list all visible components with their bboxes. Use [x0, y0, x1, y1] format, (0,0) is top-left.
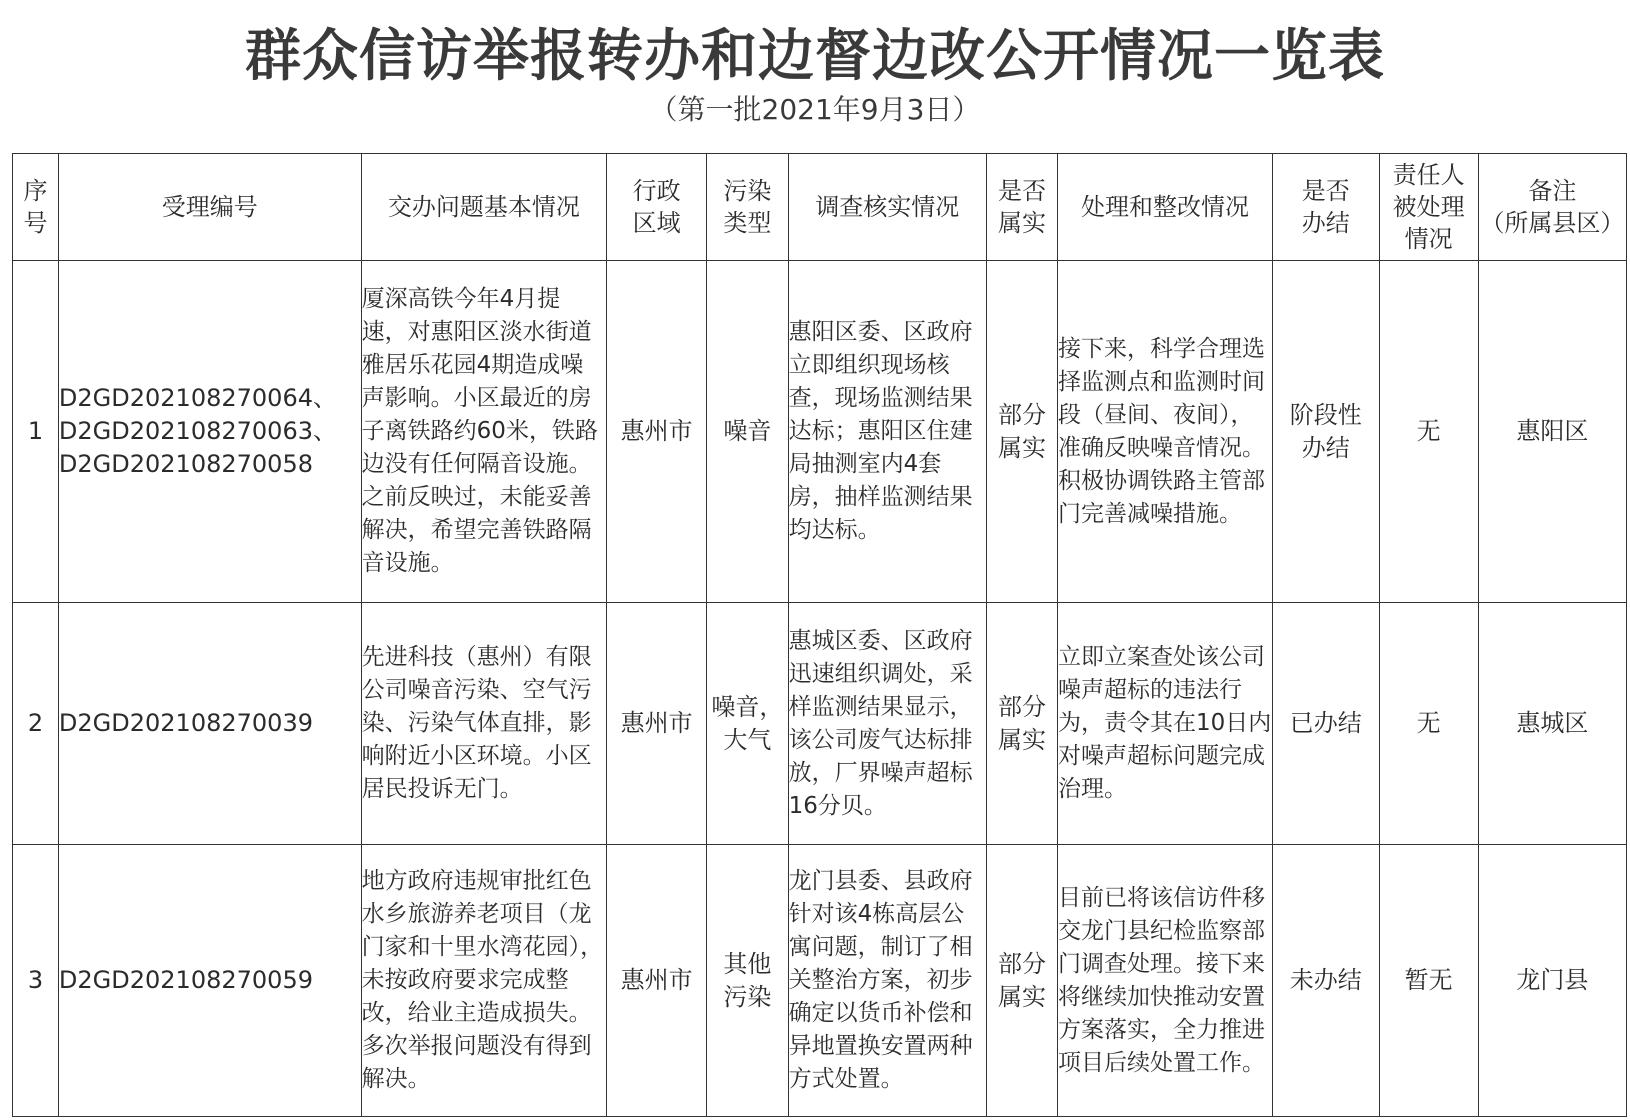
table-row: [13, 845, 1627, 1117]
cell-region: 惠州市: [607, 845, 707, 1117]
cell-problem: 先进科技（惠州）有限公司噪音污染、空气污染、污染气体直排，影响附近小区环境。小区居民投诉无门。: [361, 603, 606, 845]
cell-verified: 部分 属实: [986, 845, 1057, 1117]
header-accountability: 责任人 被处理 情况: [1379, 154, 1478, 261]
cell-note: 惠城区: [1478, 603, 1626, 845]
cell-verified: 部分 属实: [986, 261, 1057, 603]
header-region: 行政 区域: [607, 154, 707, 261]
table-row: [13, 603, 1627, 845]
header-case-number: 受理编号: [58, 154, 361, 261]
cell-handling: 立即立案查处该公司噪声超标的违法行为，责令其在10日内对噪声超标问题完成治理。: [1057, 603, 1272, 845]
cell-accountability: 暂无: [1379, 845, 1478, 1117]
cell-region: 惠州市: [607, 261, 707, 603]
cell-investigation: 惠阳区委、区政府立即组织现场核查，现场监测结果达标；惠阳区住建局抽测室内4套房，抽样监测结果均达标。: [788, 261, 986, 603]
complaint-table: [12, 153, 1627, 1117]
cell-handling: 接下来，科学合理选择监测点和监测时间段（昼间、夜间），准确反映噪音情况。积极协调铁路主管部门完善减噪措施。: [1057, 261, 1272, 603]
header-note: 备注 （所属县区）: [1478, 154, 1626, 261]
table-header-row: [13, 154, 1627, 261]
cell-case-number: D2GD202108270059: [58, 845, 361, 1117]
document-subtitle: （第一批2021年9月3日）: [649, 93, 981, 126]
cell-region: 惠州市: [607, 603, 707, 845]
header-handling: 处理和整改情况: [1057, 154, 1272, 261]
cell-index: 1: [13, 261, 59, 603]
cell-completed: 已办结: [1273, 603, 1379, 845]
cell-index: 3: [13, 845, 59, 1117]
cell-accountability: 无: [1379, 261, 1478, 603]
cell-investigation: 龙门县委、县政府针对该4栋高层公寓问题，制订了相关整治方案，初步确定以货币补偿和异地置换安置两种方式处置。: [788, 845, 986, 1117]
cell-completed: 未办结: [1273, 845, 1379, 1117]
cell-verified: 部分 属实: [986, 603, 1057, 845]
header-investigation: 调查核实情况: [788, 154, 986, 261]
cell-problem: 地方政府违规审批红色水乡旅游养老项目（龙门家和十里水湾花园），未按政府要求完成整改，给业主造成损失。多次举报问题没有得到解决。: [361, 845, 606, 1117]
cell-pollution-type: 噪音: [707, 261, 788, 603]
cell-accountability: 无: [1379, 603, 1478, 845]
cell-case-number: D2GD202108270064、 D2GD202108270063、 D2GD202108270058: [58, 261, 361, 603]
cell-pollution-type: 其他 污染: [707, 845, 788, 1117]
header-verified: 是否 属实: [986, 154, 1057, 261]
cell-note: 龙门县: [1478, 845, 1626, 1117]
document-title: 群众信访举报转办和边督边改公开情况一览表: [245, 24, 1385, 89]
header-problem: 交办问题基本情况: [361, 154, 606, 261]
cell-index: 2: [13, 603, 59, 845]
cell-handling: 目前已将该信访件移交龙门县纪检监察部门调查处理。接下来将继续加快推动安置方案落实，全力推进项目后续处置工作。: [1057, 845, 1272, 1117]
header-index: 序 号: [13, 154, 59, 261]
header-completed: 是否 办结: [1273, 154, 1379, 261]
cell-case-number: D2GD202108270039: [58, 603, 361, 845]
cell-pollution-type: 噪音， 大气: [707, 603, 788, 845]
header-pollution-type: 污染 类型: [707, 154, 788, 261]
cell-note: 惠阳区: [1478, 261, 1626, 603]
cell-problem: 厦深高铁今年4月提速，对惠阳区淡水街道雅居乐花园4期造成噪声影响。小区最近的房子离铁路约60米，铁路边没有任何隔音设施。之前反映过，未能妥善解决，希望完善铁路隔音设施。: [361, 261, 606, 603]
table-row: [13, 261, 1627, 603]
cell-completed: 阶段性 办结: [1273, 261, 1379, 603]
cell-investigation: 惠城区委、区政府迅速组织调处，采样监测结果显示，该公司废气达标排放，厂界噪声超标16分贝。: [788, 603, 986, 845]
